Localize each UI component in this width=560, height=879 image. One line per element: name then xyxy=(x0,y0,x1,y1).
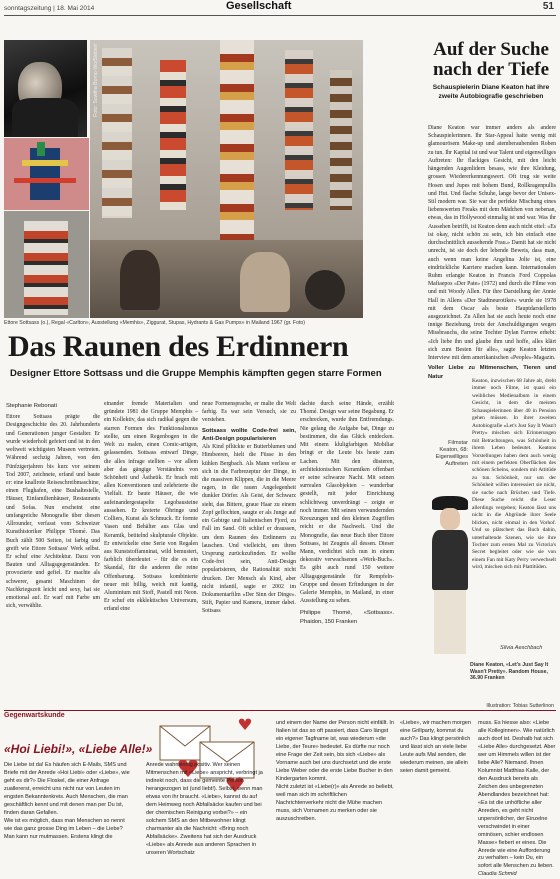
bottom-col-4: «Liebe», wir machen morgen eine Grillparty, kommst du auch?» Das klingt persönlich und lässt sich an viele liebe Leute aufs Mal senden, die wiederum meinen, sie allein seien damit gemeint. xyxy=(400,720,471,774)
keaton-author: Silvia Aeschbach xyxy=(500,645,543,651)
subhead: Sottsass wollte Code-frei sein, Anti-Design popularisieren xyxy=(202,427,296,442)
main-caption: Ettore Sottsass (o.), Regal «Carlton», Ausstellung «Memhis», Ziggurat, Stupas, Hydrants & Gas Pumps» in Mailand 1967 (gr. Foto) xyxy=(4,320,306,326)
right-body-2: Keaton, inzwischen 68 Jahre alt, dreht immer noch Filme, ist quasi ein weibliches Medienalbum in einem Gesicht, in dem die meisten Schauspielerinnen über 40 in Pension gehen müssen. In ihrer zweiten Autobiografie «Let's Just Say It Wasn't Pretty» mischen sich Erinnerungen mit Betrachtungen, was Schönheit in ihrem Leben bedeutet. Keatons Vorstellungen haben dem auch wenig mit einem perfekten Oberflächen des schönen Scheins, sondern mit Attitüde zu tun. Schönheit, nur um der Schönheit willen interessiert sie nicht, sie suche nach Brüchen und Tiefe. Diese Suche reicht die Leser allerdings vergeben; Keaton lässt uns nicht in die Abgründe ihrer Seele blicken, nicht einmal in den Vorhof. Und so plätschert das Buch dahin, unterhaltende Szenen, wie sie ihre Tochter zum ersten Mal zu Victoria's Secret begleitet oder wie sie von einem Fan mit Katy Perry verwechselt wird, mischen sich mit Plattitüden. xyxy=(472,378,556,571)
article-col-4: dachte durch seine Hände, erzählt Thomé. Design war seine Begabung. Er erschrecken, wurde ihm Entfremdungs. Nie gelang die Aufgabe bat, Dinge zu bestimmen, die das Glück entdecken. Mit einem kluligfarbigen Mobiliar bringt er die Leute bis heute zum Lachen. Mit den düsteren, architektonischen Keramiken offenbart er seine schwarze Nacht. Mit seinen surrealen Glasobjekten – wunderbar gestellt, mit jeder Einrichtung schlichtweg unverdrängt – zeigte er noch immer. Mit seinen verwundernden Kreuzungen und den kleinen Zugriffen reicht er die Nachwelt. Und die Monografie, das neue Buch über Ettore Sottsass, ist Zeugnis all dessen. Dieser Mann, verdichtet sich nun in einem dekorativ verwachsenen «Werk-Buch». Es gibt auch rund 150 weitere Alltagsgegenstände für Rempfeln-Gruppe und dessen Erfindungen in der Galerie Memphis, in Mailand, in einer Ausstellung zu sehen. Philippe Thomé, «Sottsass». Phaidon, 150 Franken xyxy=(300,401,394,625)
carlton-shelf-photo xyxy=(4,138,89,210)
bottom-col-5: muss. Es hiesse also: «Liebe alle Kolleginnen». Wie natürlich auch doof ist. Deshalb hat sich «Liebe Alle» durchgesetzt. Aber wer um Himmels willen ist der liebe Alle? Niemand. Ihnen Kolumnist Matthias Kalle, der den Ausdruck bereits als Zeichen des unbegrenzten Abendlandes bezeichnet hat: «Es ist die unhöfliche aller Anreden, es geht nicht unpersönlicher, der Einzelne verschwindet in einer ominösen, schier endlosen Masse» fiebert er eines. Die Anrede wie eine Aufforderung zu verhalten – kein Du, ein sofort alle Menschen zu lieben. Claudia Schmid xyxy=(478,720,556,878)
header-rule xyxy=(4,15,556,16)
memphis-sculpture-photo xyxy=(4,211,89,318)
bottom-col-3: und einem der Name der Person nicht einfällt. In Italien ist das so oft passiert, dass Caro längst ein eigener Tagfname ist, was wiederum «die Liebe, der Teure» bedeutet. Es dürfte nur noch eine Frage der Zeit sein, bis sich «Liebe» als Vorname auch bei uns durchsetzt und die erste Liebe Weber oder die erste Liebe Bucher in den Kindergarten kommt. Nicht zuletzt ist «Liebe(r)» als Anrede so beliebt, weil man sich im schriftlichen Nachrichtenverkehr nicht die Mühe machen muss, sich Vornamen zu merken oder sie auszuschreiben. xyxy=(276,720,395,822)
page-number: 51 xyxy=(542,1,554,12)
article-col-2: einander fremde Materialien und gründete 1981 die Gruppe Memphis – ein Kollektiv, das sich radikal gegen die starren Formen des Funktionalismus stellte, um einen Regenbogen in die Welt zu malen, einen Comic-artigen, gelassenden. Sottsass entwarf Dinge, die alles infrage stellten – vor allem aber das gängige Verständnis von Schönheit und Ästhetik. Er brach mit allen Konventionen und zelebrierte die Vielfalt. Er baute Häuser, die wie aufeinandergestapelte Legobausteine aussehen. Er kreierte Öhringe und Colliers, Kunst als Schmuck. Er formte Vasen und Behälter aus Glas und Keramik, betitelnd skulpturale Objekte. Er entwickelte eine Serie von Regalen aus Kunststoffamninat, wild bemustert, farblich überdeutet – für die es ein Skandal, für die anderen die reine Offenbarung. Sottsass kombinierte neuer mit billig, weich mit kantig, Aluminium mit Stoff, Pastell mit Neon. Er schuf ein ekklektisches Universum, erfand eine xyxy=(104,401,198,613)
page-header xyxy=(4,0,556,14)
bottom-headline: «Hoi Liebi!», «Liebe Alle!» xyxy=(4,742,153,756)
keaton-caption: Filmstar Keaton, 68: Eigenwilliges Auftreten xyxy=(435,440,468,467)
bottom-author: Claudia Schmid xyxy=(478,871,517,878)
main-deck: Designer Ettore Sottsass und die Gruppe Memphis kämpften gegen starre Formen xyxy=(10,368,382,379)
bottom-col-1: Die Liebe ist da! Es häufen sich E-Mails, SMS und Briefe mit der Anrede «Hoi Liebi» oder «Liebe», wie geht es dir?» Die Floskel, die einer Anfrage zuallererst, erreicht uns nicht nur von Leuten im engsten Bekanntenkreis. Auch Menschen, die man geschäftlich kennt und mit denen man per Du ist, finden daran Gefallen. Wie ist es möglich, dass man Menschen so nennt wie das ganz grosse Ding im Leben – die Liebe? Man kann nur mutmassen. Erstens klingt die xyxy=(4,762,130,840)
book-info: Philippe Thomé, «Sottsass». Phaidon, 150 Franken xyxy=(300,610,394,625)
exhibition-photo-main xyxy=(90,40,363,318)
right-subhead: Voller Liebe zu Mitmenschen, Tieren und Natur xyxy=(428,365,556,380)
section-title: Gesellschaft xyxy=(226,0,292,12)
bottom-rule xyxy=(4,710,556,711)
article-col-1: Stephanie Rebonati Ettore Sottsass prägte die Designgeschichte des 20. Jahrhunderts und Generationen junger Gestalter. Er wurde wiederholt gefeiert und ist in den weltweit wichtigsten Museen vertreten. Während sechzig Jahren, von den Fünfzigerjahren bis kurz vor seinem Tod 2007, zeichnete, erfand und baute er: eine knallrote Reiseschreibmaschine, einen Flughafen, eine Bushaltestelle, Häuser, Einfamilienhäuser, Restaurants und Sofas. Nun erscheint eine umfangreiche Monografie über diesen Allrounder, verfasst vom Schweizer Kunsthistoriker Philippe Thomé. Das Buch zählt 500 Seiten, ist farbig und greift wie Ettore Sottsass' Werk selbst. Er schuf eine Architektur. Dazu von Bauten und Alltagsgegenständen. Er provozierte und gefiel. Er machte als schwerer, gesamt Maschinen der Nachkriegszeit leicht und sexy, hat sie emotional auf. Er warf mit Farbe um sich, verwählte. xyxy=(6,403,100,610)
right-body: Diane Keaton war immer anders als andere Schauspielerinnen. Ihr Star-Appeal hatte wenig mit glamourösem Make-up und atemberaubenden Roben zu tun. Ihr Kapital ist und war Talent und eigenwilliges Auftreten: Ihr flackiges Gesicht, mit den leicht hängenden Augenlidern besass, wie ihre Kleidung, grossen Wiedererkennungswert. Oft trug sie weite Hosen und Jupes mit hohem Bund, Rollkragenpullis und Hut. Und flache Schuhe, lange bevor der Unisex-Stil modern war. Sie war die perfekte Mischung eines liebenswerten Freaks mit dem Mädchen von nebenan, etwas, das in Hollywood einmalig ist und war. Was ihr Aussehen betrifft, ist Keaton denn auch nicht eitel: «Es ist okay, nicht schön zu sein, ich bin einfach eine durchschnittlich aussehende Frau.» Damit hat sie nicht unrecht, ist sie doch der lebende Beweis, dass man, auch wenn man keine Angelina Jolie ist, eine eindrückliche Karriere machen kann. Internationalen Ruhm erlangte Keaton in Francis Ford Coppolas Mafiaepos «Der Pate» (1972) und durch die Filme von und mit Woody Allen. Für ihre Darstellung der Annie Hall in Allens «Der Stadtneurotiker» wurde sie 1978 mit dem Oscar als beste Hauptdarstellerin ausgezeichnet. Zu Allen hat sie auch heute noch eine innige Beziehung, trotz der Anschuldigungen wegen Missbrauchs, die seine Tochter Dylan Farrow erhebt: «Ich liebe ihn und glaube ihm und hoffe, alles klärt sich zum Besten für alle», sagte Keaton letzten Interview mit dem amerikanischen «People»-Magazin. Voller Liebe zu Mitmenschen, Tieren und Natur xyxy=(428,125,556,380)
right-headline: Auf der Suche nach der Tiefe xyxy=(432,39,550,80)
keaton-book: Diane Keaton, «Let's Just Say It Wasn't Pretty». Random House, 36.90 Franken xyxy=(470,662,549,681)
author: Stephanie Rebonati xyxy=(6,403,57,409)
illustration-credit: Illustration: Tobias Sutterlinon xyxy=(486,703,554,709)
bottom-section-label: Gegenwartskunde xyxy=(4,712,65,719)
issue-date: sonntagszeitung | 18. Mai 2014 xyxy=(4,5,95,12)
bottom-col-2: Anrede wahnsinnig positiv. Wer seinen Mitmenschen mit «Liebe» anspricht, verbringt ja indirekt noch, dass die gemeinte Person herangezogen ist (und liebt!). Selbst, wenn man etwas von ihr braucht. «Liebe», kannst du auf dem Heimweg noch Abfallsäcke kaufen und bei der chemischen Reinigung vorbei?» – ein solchem SMS an den Mitbewohner klingt charmanter als die Nachricht: «Bring noch Abfallsäcke». Zweitens hat sich der Ausdruck «Liebe» als Anrede aus anderen Sprachen in unseren Wortschatz xyxy=(146,762,263,856)
photo-credit: Foto: Sowtha Bomo-Wo/Siebert xyxy=(93,44,99,117)
sottsass-portrait xyxy=(4,40,87,137)
right-deck: Schauspielerin Diane Keaton hat ihre zweite Autobiografie geschrieben xyxy=(432,84,550,100)
keaton-photo xyxy=(420,490,480,660)
article-col-3: neue Formensprache, er malte die Welt farbig. Es war sein Versuch, sie zu verstehen. Sottsass wollte Code-frei sein, Anti-Design popularisieren Als Kind pflückte er Butterblumen und Himbeeren, hielt die Füsse in den kühlen Bergbach. Als Mann verliess er sich in die Farbrezeptur der Dinge, in die massiven Klippen, die in die Meere ragen, in die rauen Angelegenheit dunkler Dörfer. Als Geist, der Schwarz sieht, das Bittere, graue Haar zu einem Zopf geflochten, saugte er als Junge auf ein Gebirge und italienischen Fjord, zu Fall im Sand. Oft schlief er draussen, um dem Raunen des Erdinnern zu lauschen. Und vielleicht, um ihren Ursprung zurückzufinden. Er wollte Code-frei sein, Anti-Design popularisieren, die Rationalität nicht drucken. Der Mensch als Kind, aber nicht infantil, sagte er 2002 im Dokumentarfilm «Der Sinn der Dinge». Stift, Papier und Kamera, immer dabei. Sottsass xyxy=(202,401,296,615)
main-headline: Das Raunen des Erdinnern xyxy=(8,330,349,363)
